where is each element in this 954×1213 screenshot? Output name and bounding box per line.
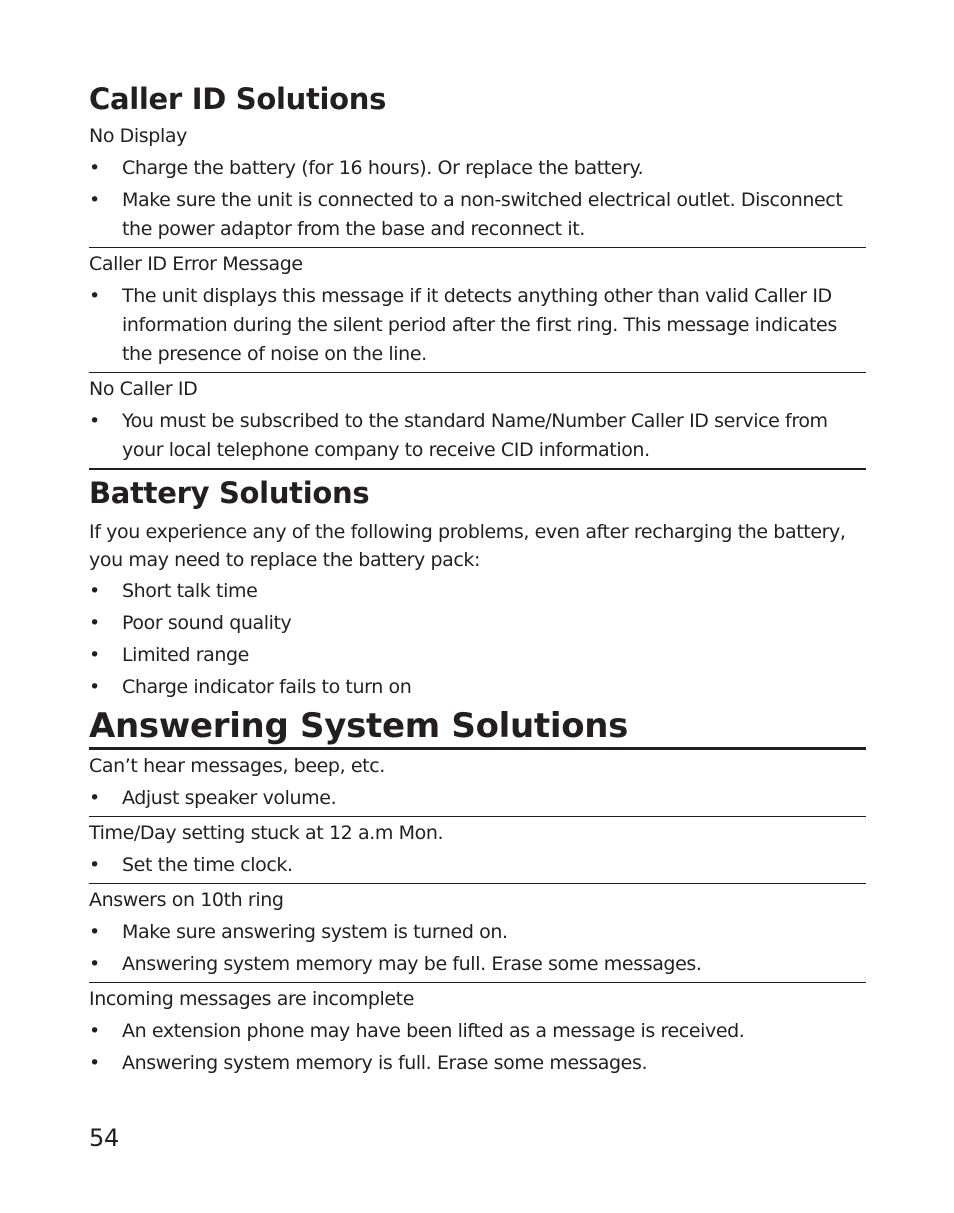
list-item-text: Limited range <box>122 644 249 666</box>
list-item-text: Poor sound quality <box>122 612 292 634</box>
answering-group-cant-hear <box>89 750 866 817</box>
bullet-icon: • <box>89 854 100 876</box>
caller-id-group-no-caller-id <box>89 373 866 470</box>
list-item-text: An extension phone may have been lifted as a message is received. <box>122 1020 745 1042</box>
bullet-icon: • <box>89 1052 100 1074</box>
bullet-icon: • <box>89 189 100 211</box>
list-item-text: The unit displays this message if it detects anything other than valid Caller ID information during the silent period after the first ring. This message indicates the presence of noise on the line. <box>122 285 837 365</box>
list-item <box>89 784 866 813</box>
list-item <box>89 1017 866 1046</box>
list-item-text: Make sure the unit is connected to a non-switched electrical outlet. Disconnect the power adaptor from the base and reconnect it. <box>122 189 843 240</box>
answering-group-tenth-ring <box>89 884 866 983</box>
answering-title: Answering System Solutions <box>89 705 866 750</box>
answering-group-time-day <box>89 817 866 884</box>
bullet-list <box>89 154 866 244</box>
bullet-icon: • <box>89 285 100 307</box>
list-item <box>89 577 866 606</box>
list-item <box>89 186 866 244</box>
list-item <box>89 673 866 702</box>
list-item <box>89 407 866 465</box>
bullet-icon: • <box>89 921 100 943</box>
manual-page <box>89 78 866 1081</box>
bullet-icon: • <box>89 644 100 666</box>
list-item <box>89 282 866 369</box>
list-item <box>89 641 866 670</box>
bullet-icon: • <box>89 787 100 809</box>
list-item-text: Charge the battery (for 16 hours). Or replace the battery. <box>122 157 644 179</box>
answering-group-incomplete <box>89 983 866 1078</box>
bullet-list <box>89 282 866 369</box>
bullet-list <box>89 918 866 979</box>
subheading: Time/Day setting stuck at 12 a.m Mon. <box>89 822 444 844</box>
subheading: Incoming messages are incomplete <box>89 988 415 1010</box>
bullet-icon: • <box>89 676 100 698</box>
bullet-icon: • <box>89 1020 100 1042</box>
answering-section <box>89 705 866 1078</box>
caller-id-section <box>89 78 866 470</box>
bullet-icon: • <box>89 157 100 179</box>
list-item <box>89 918 866 947</box>
bullet-list <box>89 851 866 880</box>
page-number: 54 <box>89 1124 119 1152</box>
list-item-text: Make sure answering system is turned on. <box>122 921 508 943</box>
list-item <box>89 609 866 638</box>
bullet-icon: • <box>89 410 100 432</box>
battery-intro: If you experience any of the following problems, even after recharging the battery, you may need to replace the battery pack: <box>89 521 846 571</box>
subheading: No Display <box>89 125 187 147</box>
caller-id-title: Caller ID Solutions <box>89 82 387 116</box>
list-item-text: Set the time clock. <box>122 854 293 876</box>
bullet-icon: • <box>89 953 100 975</box>
list-item-text: You must be subscribed to the standard Name/Number Caller ID service from your local telephone company to receive CID information. <box>122 410 828 461</box>
bullet-list <box>89 784 866 813</box>
caller-id-group-error-message <box>89 248 866 373</box>
list-item <box>89 1049 866 1078</box>
bullet-icon: • <box>89 580 100 602</box>
bullet-list <box>89 407 866 465</box>
list-item-text: Short talk time <box>122 580 258 602</box>
bullet-list <box>89 577 866 702</box>
list-item-text: Charge indicator fails to turn on <box>122 676 412 698</box>
subheading: Answers on 10th ring <box>89 889 284 911</box>
list-item <box>89 154 866 183</box>
list-item-text: Answering system memory may be full. Erase some messages. <box>122 953 702 975</box>
battery-section <box>89 472 866 702</box>
list-item <box>89 851 866 880</box>
list-item <box>89 950 866 979</box>
subheading: No Caller ID <box>89 378 198 400</box>
bullet-icon: • <box>89 612 100 634</box>
bullet-list <box>89 1017 866 1078</box>
list-item-text: Answering system memory is full. Erase some messages. <box>122 1052 648 1074</box>
caller-id-group-no-display <box>89 120 866 248</box>
list-item-text: Adjust speaker volume. <box>122 787 337 809</box>
battery-title: Battery Solutions <box>89 476 370 510</box>
subheading: Can’t hear messages, beep, etc. <box>89 755 385 777</box>
subheading: Caller ID Error Message <box>89 253 303 275</box>
